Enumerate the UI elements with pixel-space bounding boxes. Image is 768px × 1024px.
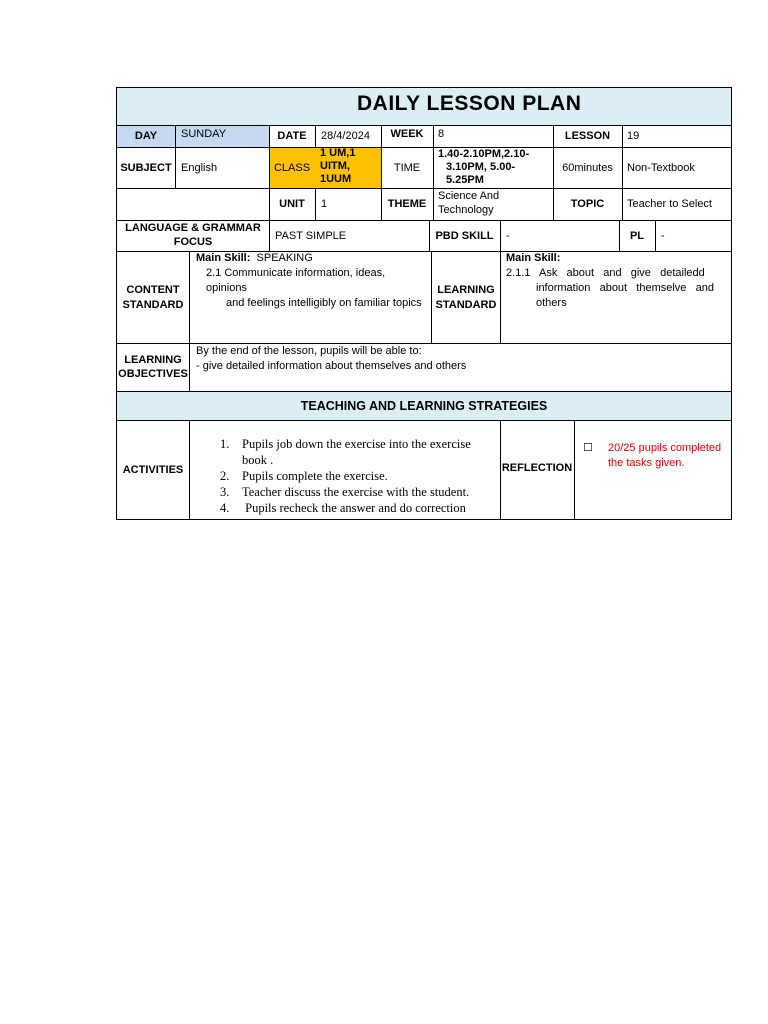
activities-list <box>220 436 498 516</box>
col-divider <box>269 220 270 251</box>
page-title: DAILY LESSON PLAN <box>357 92 582 115</box>
strategies-heading: TEACHING AND LEARNING STRATEGIES <box>300 398 548 413</box>
unit-value: 1 <box>321 198 328 210</box>
reflection-label: REFLECTION <box>501 462 573 474</box>
date-label: DATE <box>277 130 307 142</box>
col-divider <box>189 251 190 343</box>
col-divider <box>433 125 434 220</box>
class-label: CLASS <box>273 161 311 174</box>
lesson-label: LESSON <box>564 130 611 142</box>
col-divider <box>315 125 316 147</box>
row-divider <box>116 420 732 421</box>
col-divider <box>189 420 190 520</box>
reflection-text: 20/25 pupils completed the tasks given. <box>608 442 722 469</box>
week-value: 8 <box>438 128 445 140</box>
pbd-value: - <box>506 229 510 242</box>
duration-value: 60minutes <box>562 161 613 174</box>
activities-label: ACTIVITIES <box>122 464 184 476</box>
col-divider <box>500 251 501 343</box>
col-divider <box>622 125 623 220</box>
col-divider <box>189 343 190 391</box>
pl-value: - <box>661 229 665 242</box>
subject-value: English <box>181 161 218 174</box>
unit-label: UNIT <box>279 198 305 210</box>
textbook-value: Non-Textbook <box>627 161 695 174</box>
col-divider <box>574 420 575 520</box>
col-divider <box>655 220 656 251</box>
day-label: DAY <box>134 130 158 142</box>
col-divider <box>315 188 316 220</box>
pl-label: PL <box>629 229 645 242</box>
day-value: SUNDAY <box>181 128 227 140</box>
list-item: 3. Teacher discuss the exercise with the student. <box>220 485 470 499</box>
class-value: 1 UM,1 UITM, 1UUM <box>320 147 356 185</box>
learning-objectives-label: LEARNING OBJECTIVES <box>118 354 188 380</box>
content-standard-text: Main Skill: SPEAKING 2.1 Communicate information, ideas, opinions and feelings intelligibly on familiar topics <box>196 252 422 309</box>
reflection-checkbox-icon: ☐ <box>583 442 593 454</box>
theme-value: Science And Technology <box>438 190 500 216</box>
col-divider <box>175 125 176 188</box>
learning-objectives-text: By the end of the lesson, pupils will be able to: - give detailed information about themselves and others <box>196 345 467 372</box>
date-value: 28/4/2024 <box>321 130 370 142</box>
list-item: 1. Pupils job down the exercise into the exercise book . <box>220 437 471 467</box>
list-item: 2. Pupils complete the exercise. <box>220 469 388 483</box>
learning-standard-label: LEARNING STANDARD <box>435 284 497 311</box>
learning-standard-text: Main Skill: 2.1.1 Ask about and give detailedd information about themselve and others <box>506 252 714 309</box>
grammar-label: LANGUAGE & GRAMMAR FOCUS <box>125 222 261 248</box>
list-item: 4. Pupils recheck the answer and do correction <box>220 501 466 515</box>
topic-value: Teacher to Select <box>627 198 712 210</box>
col-divider <box>500 220 501 251</box>
pbd-label: PBD SKILL <box>435 229 494 242</box>
subject-label: SUBJECT <box>120 161 172 174</box>
lesson-value: 19 <box>627 130 640 142</box>
time-label: TIME <box>393 161 421 174</box>
time-value: 1.40-2.10PM,2.10- 3.10PM, 5.00- 5.25PM <box>438 148 530 186</box>
grammar-value: PAST SIMPLE <box>275 229 347 242</box>
week-label: WEEK <box>390 128 424 140</box>
theme-label: THEME <box>387 198 427 210</box>
topic-label: TOPIC <box>570 198 605 210</box>
content-standard-label: CONTENT STANDARD <box>122 284 184 311</box>
